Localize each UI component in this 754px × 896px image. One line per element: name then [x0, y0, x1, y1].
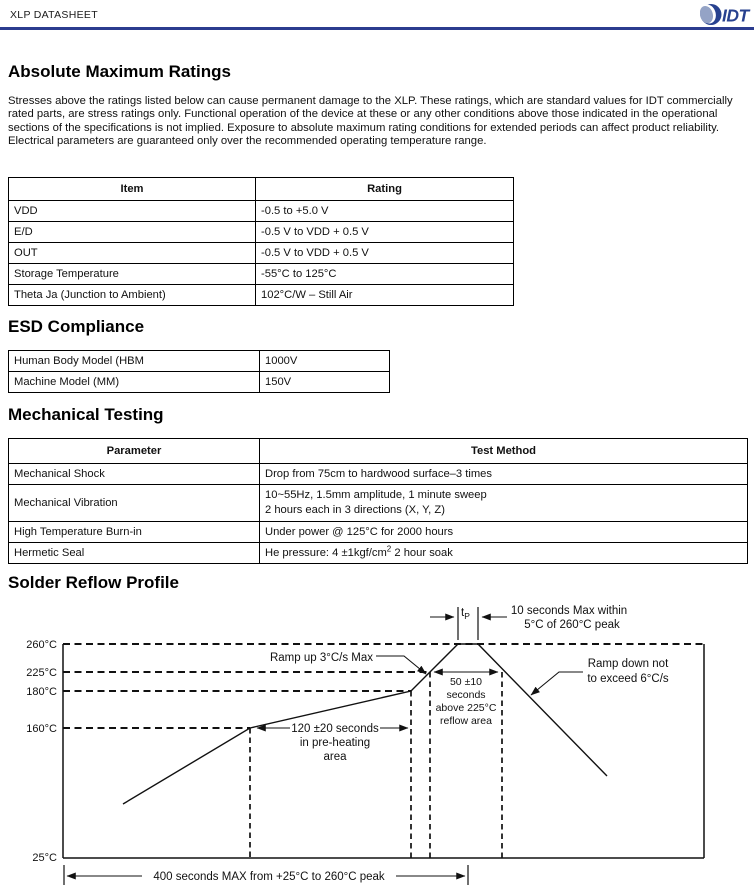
col-header-rating: Rating [256, 178, 514, 201]
table-cell: Drop from 75cm to hardwood surface–3 times [260, 464, 748, 485]
total-time-label: 400 seconds MAX from +25°C to 260°C peak [153, 871, 385, 883]
reflow-area-line4: reflow area [440, 715, 492, 727]
table-header-row [9, 178, 514, 201]
y-tick-225: 225°C [26, 667, 57, 679]
ramp-down-line1: Ramp down not [587, 658, 669, 670]
y-tick-25: 25°C [32, 852, 57, 864]
preheat-line1: 120 ±20 seconds [291, 723, 379, 735]
y-axis-labels [26, 639, 57, 864]
table-cell: -0.5 V to VDD + 0.5 V [256, 222, 514, 243]
table-row [9, 464, 748, 485]
table-row [9, 485, 748, 522]
table-header-row [9, 439, 748, 464]
abs-max-table [8, 177, 514, 306]
table-cell: Machine Model (MM) [9, 372, 260, 393]
table-cell: Storage Temperature [9, 264, 256, 285]
y-tick-160: 160°C [26, 723, 57, 735]
table-cell: 102°C/W – Still Air [256, 285, 514, 306]
table-row [9, 264, 514, 285]
table-row [9, 201, 514, 222]
idt-logo-text: IDT [722, 5, 749, 26]
table-row [9, 351, 390, 372]
reflow-area-line3: above 225°C [435, 702, 497, 714]
reflow-area-line2: seconds [446, 689, 486, 701]
preheat-line2: in pre-heating [299, 737, 371, 749]
reflow-area-line1: 50 ±10 [449, 676, 483, 688]
abs-max-paragraph: Stresses above the ratings listed below can cause permanent damage to the XLP. These ratings, which are standard values for IDT commercially rated parts, are stress ratings only. Functional operation of the device at these or any other conditions above those indicated in the operational sections of the specifications is not implied. Exposure to absolute maximum rating conditions for extended periods can affect product reliability. Electrical parameters are guaranteed only over the recommended operating temperature range. [8, 95, 733, 148]
table-cell: Human Body Model (HBM [9, 351, 260, 372]
table-cell: 1000V [260, 351, 390, 372]
table-cell: 10~55Hz, 1.5mm amplitude, 1 minute sweep 2 hours each in 3 directions (X, Y, Z) [260, 485, 748, 522]
total-time-annotation [64, 865, 468, 885]
solder-reflow-profile-chart [0, 595, 754, 896]
col-header-test-method: Test Method [260, 439, 748, 464]
header-rule [0, 27, 754, 30]
table-cell: OUT [9, 243, 256, 264]
table-cell: Mechanical Shock [9, 464, 260, 485]
table-cell: High Temperature Burn-in [9, 522, 260, 543]
col-header-item: Item [9, 178, 256, 201]
idt-logo-globe-icon [700, 3, 722, 26]
section-title-absolute-maximum-ratings: Absolute Maximum Ratings [8, 62, 231, 81]
doc-title: XLP DATASHEET [10, 9, 98, 21]
section-title-mechanical-testing: Mechanical Testing [8, 405, 164, 424]
peak-note-line1: 10 seconds Max within [510, 605, 628, 617]
preheat-annotation [257, 723, 408, 763]
section-title-esd-compliance: ESD Compliance [8, 317, 145, 336]
tp-annotation [430, 605, 627, 640]
table-cell: VDD [9, 201, 256, 222]
table-row [9, 372, 390, 393]
ramp-up-label: Ramp up 3°C/s Max [269, 652, 373, 664]
table-row [9, 243, 514, 264]
table-cell: Under power @ 125°C for 2000 hours [260, 522, 748, 543]
col-header-parameter: Parameter [9, 439, 260, 464]
mechanical-testing-table [8, 438, 748, 564]
idt-logo [700, 2, 753, 29]
table-row [9, 522, 748, 543]
table-cell: 150V [260, 372, 390, 393]
esd-table [8, 350, 390, 393]
ramp-down-line2: to exceed 6°C/s [587, 673, 669, 685]
temperature-gridlines [63, 644, 704, 728]
section-title-solder-reflow-profile: Solder Reflow Profile [8, 573, 179, 592]
peak-note-line2: 5°C of 260°C peak [524, 619, 620, 631]
preheat-line3: area [323, 751, 347, 763]
table-cell: Mechanical Vibration [9, 485, 260, 522]
y-tick-180: 180°C [26, 686, 57, 698]
table-cell: -0.5 to +5.0 V [256, 201, 514, 222]
table-cell: Theta Ja (Junction to Ambient) [9, 285, 256, 306]
reflow-area-annotation [434, 672, 498, 727]
table-cell: -55°C to 125°C [256, 264, 514, 285]
table-cell: E/D [9, 222, 256, 243]
y-tick-260: 260°C [26, 639, 57, 651]
table-cell: He pressure: $4 \pm 1kgf/cm^2$ 2 hour soak [260, 543, 748, 564]
tp-label: $t_P$ [461, 607, 470, 621]
ramp-up-annotation [270, 652, 426, 674]
ramp-down-annotation [531, 658, 669, 695]
table-cell: Hermetic Seal [9, 543, 260, 564]
table-row [9, 285, 514, 306]
table-row [9, 222, 514, 243]
table-row [9, 543, 748, 564]
table-cell: -0.5 V to VDD + 0.5 V [256, 243, 514, 264]
